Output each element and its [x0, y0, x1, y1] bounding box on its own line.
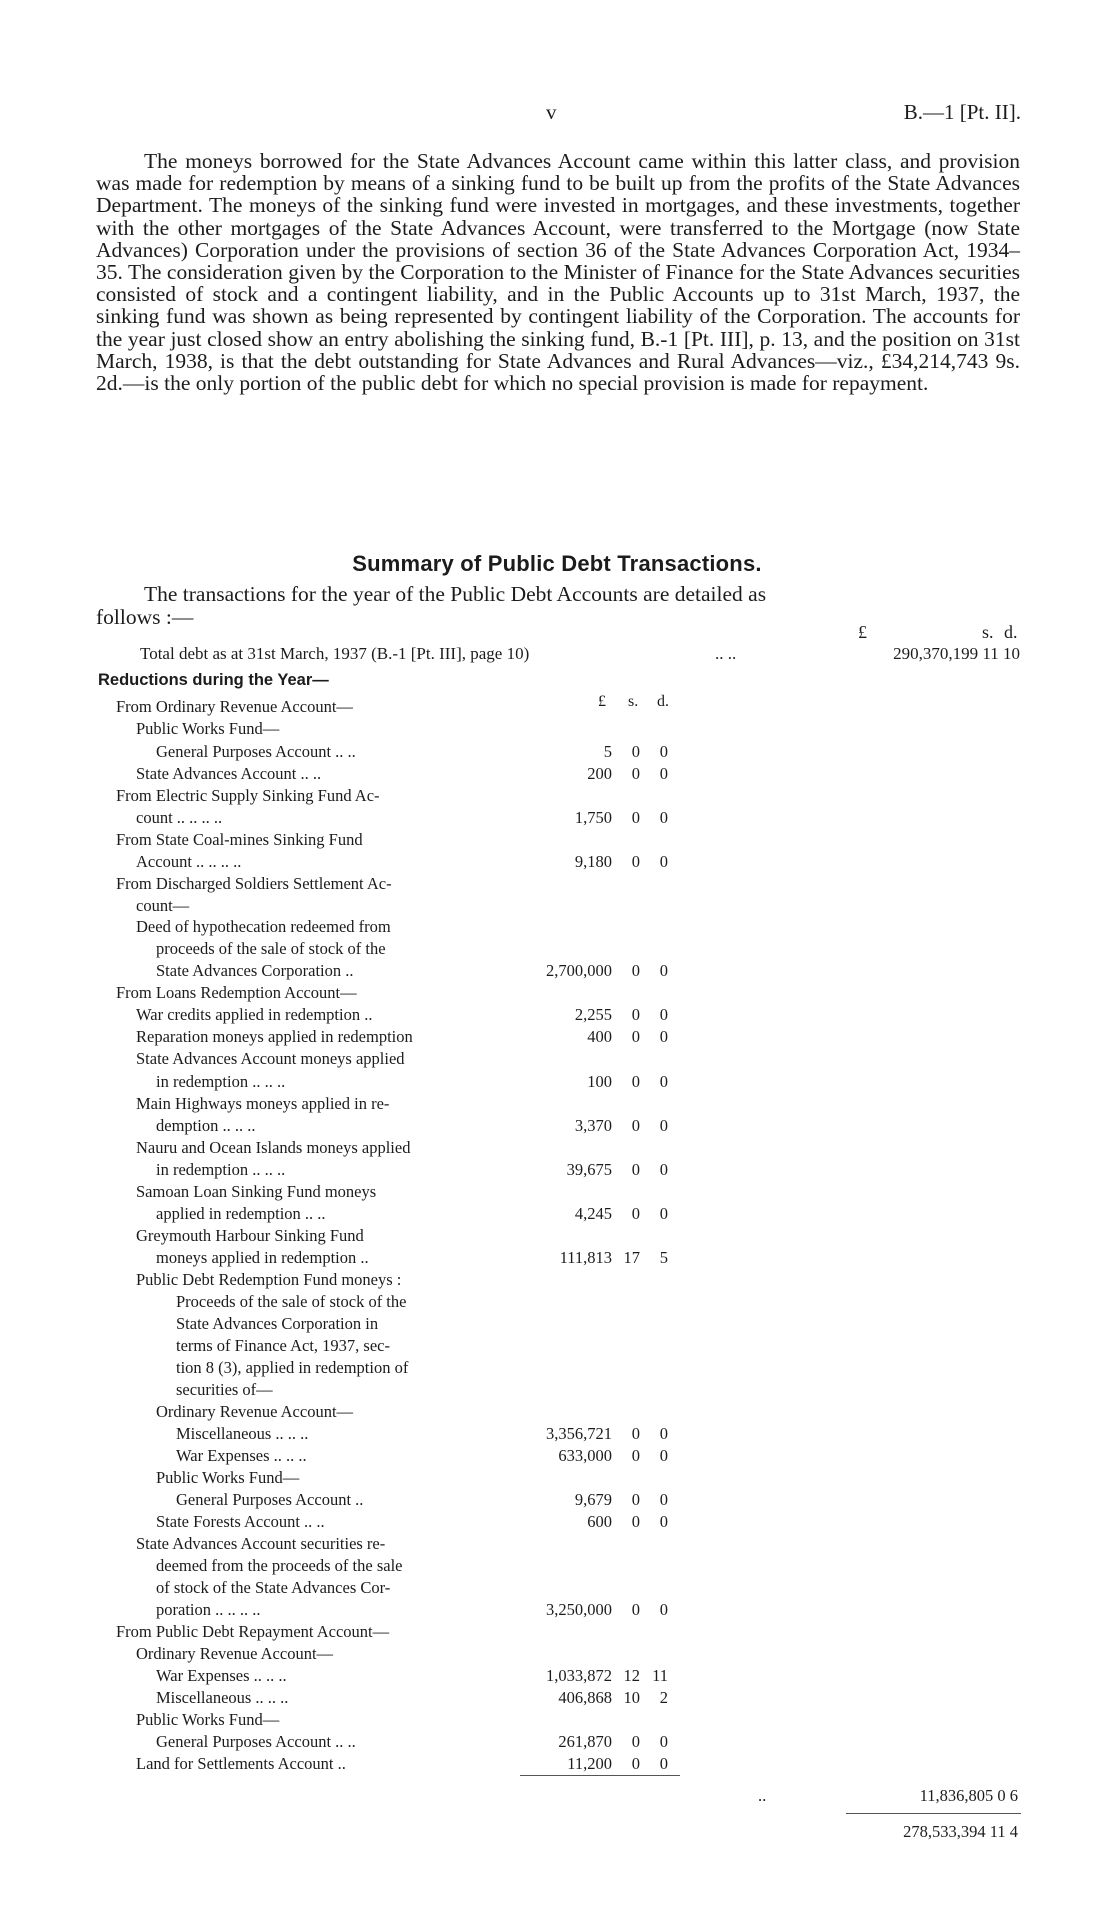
total-debt-label: Total debt as at 31st March, 1937 (B.-1 [Pt. III], page 10) [140, 644, 530, 663]
table-row-pounds: 3,356,721 [546, 1424, 612, 1443]
table-row-label: Public Debt Redemption Fund moneys : [136, 1270, 402, 1289]
table-row-label: count— [136, 896, 190, 915]
table-row-label: Public Works Fund— [136, 1710, 280, 1729]
right-col-shilling-header: s. [982, 622, 994, 642]
table-row-label: Miscellaneous .. .. .. [156, 1688, 289, 1707]
table-row-pence: 0 [659, 1160, 668, 1179]
table-row-pounds: 406,868 [558, 1688, 612, 1707]
transactions-intro-text: The transactions for the year of the Public Debt Accounts are detailed as [144, 582, 767, 606]
table-row-label: General Purposes Account .. [176, 1490, 364, 1509]
table-row-shillings: 0 [631, 1754, 640, 1773]
table-row-shillings: 0 [631, 1116, 640, 1135]
table-row-label: From Public Debt Repayment Account— [116, 1622, 390, 1641]
table-row-label: poration .. .. .. .. [156, 1600, 261, 1619]
table-row-pounds: 39,675 [566, 1160, 612, 1179]
table-row-pounds: 11,200 [567, 1754, 612, 1773]
table-row-shillings: 0 [631, 1005, 640, 1024]
table-row-pence: 0 [659, 1600, 668, 1619]
table-row-shillings: 0 [631, 1072, 640, 1091]
table-row-shillings: 12 [623, 1666, 640, 1685]
table-row-pence: 0 [659, 1754, 668, 1773]
table-row-pence: 0 [659, 1446, 668, 1465]
table-row-pence: 5 [659, 1248, 668, 1267]
reductions-total-amount: 11,836,805 0 6 [919, 1786, 1018, 1805]
mid-col-shilling-header: s. [628, 693, 639, 710]
table-row-shillings: 0 [631, 1732, 640, 1751]
table-row-pounds: 5 [603, 742, 612, 761]
table-row-label: State Advances Corporation .. [156, 961, 354, 980]
table-row-pence: 0 [659, 1116, 668, 1135]
table-row-pounds: 2,700,000 [546, 961, 612, 980]
intro-paragraph: The moneys borrowed for the State Advances Account came within this latter class, and provision was made for redemption by means of a sinking fund to be built up from the profits of the State Advances Department. The moneys of the sinking fund were invested in mortgages, and these investments, together with the other mortgages of the State Advances Account, were transferred to the Mortgage (now State Advances) Corporation under the provisions of section 36 of the State Advances Corporation Act, 1934–35. The consideration given by the Corporation to the Minister of Finance for the State Advances securities consisted of stock and a contingent liability, and in the Public Accounts up to 31st March, 1937, the sinking fund was shown as being represented by contingent liability of the Corporation. The accounts for the year just closed show an entry abolishing the sinking fund, B.-1 [Pt. III], p. 13, and the position on 31st March, 1938, is that the debt outstanding for State Advances and Rural Advances—viz., £34,214,743 9s. 2d.—is the only portion of the public debt for which no special provision is made for repayment. [96, 149, 1020, 396]
table-row-label: terms of Finance Act, 1937, sec- [176, 1336, 390, 1355]
table-row-label: State Advances Account .. .. [136, 764, 322, 783]
table-row-pounds: 633,000 [558, 1446, 612, 1465]
table-row-pounds: 9,180 [574, 852, 612, 871]
table-row-label: in redemption .. .. .. [156, 1072, 286, 1091]
table-row-pence: 0 [659, 1072, 668, 1091]
table-row-label: From Discharged Soldiers Settlement Ac- [116, 874, 392, 893]
right-col-pence-header: d. [1004, 622, 1018, 642]
table-row-label: General Purposes Account .. .. [156, 742, 356, 761]
table-row-pence: 0 [659, 764, 668, 783]
table-row-label: moneys applied in redemption .. [156, 1248, 369, 1267]
table-row-shillings: 0 [631, 852, 640, 871]
table-row-shillings: 0 [631, 1424, 640, 1443]
table-row-shillings: 0 [631, 1027, 640, 1046]
table-row-label: Deed of hypothecation redeemed from [136, 917, 391, 936]
table-row-shillings: 0 [631, 808, 640, 827]
table-row-pence: 2 [659, 1688, 668, 1707]
right-col-pound-header: £ [858, 622, 867, 642]
table-row-shillings: 0 [631, 1204, 640, 1223]
table-row-label: Ordinary Revenue Account— [136, 1644, 334, 1663]
final-total-rule [846, 1813, 1021, 1814]
table-row-label: proceeds of the sale of stock of the [156, 939, 386, 958]
table-row-label: State Forests Account .. .. [156, 1512, 325, 1531]
table-row-pounds: 1,750 [574, 808, 612, 827]
table-row-pence: 0 [659, 961, 668, 980]
table-row-shillings: 0 [631, 961, 640, 980]
table-row-label: From State Coal-mines Sinking Fund [116, 830, 363, 849]
table-row-label: Public Works Fund— [136, 719, 280, 738]
intro-section [96, 150, 1020, 394]
table-row-label: State Advances Account securities re- [136, 1534, 386, 1553]
final-total-amount: 278,533,394 11 4 [903, 1822, 1018, 1841]
table-row-label: securities of— [176, 1380, 273, 1399]
table-row-pence: 0 [659, 852, 668, 871]
table-row-label: Miscellaneous .. .. .. [176, 1424, 309, 1443]
reductions-total-leaders: .. [758, 1786, 767, 1805]
total-debt-amount: 290,370,199 11 10 [893, 644, 1020, 663]
table-row-label: demption .. .. .. [156, 1116, 256, 1135]
table-row-pounds: 1,033,872 [546, 1666, 612, 1685]
table-row-label: count .. .. .. .. [136, 808, 223, 827]
table-row-pence: 0 [659, 742, 668, 761]
section-heading: Summary of Public Debt Transactions. [352, 551, 762, 576]
table-row-pounds: 3,250,000 [546, 1600, 612, 1619]
table-row-label: Nauru and Ocean Islands moneys applied [136, 1138, 411, 1157]
table-row-label: tion 8 (3), applied in redemption of [176, 1358, 409, 1377]
transactions-intro-end: follows :— [96, 604, 194, 629]
table-row-pence: 0 [659, 1005, 668, 1024]
table-row-pounds: 4,245 [574, 1204, 612, 1223]
table-row-pounds: 2,255 [574, 1005, 612, 1024]
table-row-label: applied in redemption .. .. [156, 1204, 326, 1223]
table-row-pounds: 400 [587, 1027, 612, 1046]
total-debt-leaders: .. .. [715, 644, 737, 663]
table-row-pence: 0 [659, 808, 668, 827]
table-row-shillings: 17 [623, 1248, 640, 1267]
table-row-pence: 0 [659, 1204, 668, 1223]
table-row-label: Account .. .. .. .. [136, 852, 242, 871]
reductions-heading: Reductions during the Year— [98, 671, 329, 689]
transactions-intro [96, 583, 1020, 628]
table-row-label: deemed from the proceeds of the sale [156, 1556, 403, 1575]
table-row-label: Public Works Fund— [156, 1468, 300, 1487]
table-row-label: Reparation moneys applied in redemption [136, 1027, 413, 1046]
table-row-label: Greymouth Harbour Sinking Fund [136, 1226, 364, 1245]
table-row-pounds: 9,679 [574, 1490, 612, 1509]
table-row-pounds: 111,813 [559, 1248, 612, 1267]
table-row-label: in redemption .. .. .. [156, 1160, 286, 1179]
table-row-shillings: 0 [631, 742, 640, 761]
mid-col-pence-header: d. [657, 693, 669, 710]
table-row-shillings: 10 [623, 1688, 640, 1707]
table-row-pence: 11 [652, 1666, 668, 1685]
table-row-pounds: 3,370 [574, 1116, 612, 1135]
table-row-pounds: 600 [587, 1512, 612, 1531]
page-numeral: v [546, 100, 557, 124]
subtotal-rule [520, 1775, 680, 1776]
table-row-pounds: 200 [587, 764, 612, 783]
table-row-label: War credits applied in redemption .. [136, 1005, 373, 1024]
mid-col-pound-header: £ [598, 693, 606, 710]
document-reference: B.—1 [Pt. II]. [903, 100, 1021, 124]
table-row-label: War Expenses .. .. .. [156, 1666, 287, 1685]
table-row-label: State Advances Account moneys applied [136, 1049, 405, 1068]
table-row-label: Ordinary Revenue Account— [156, 1402, 354, 1421]
table-row-pence: 0 [659, 1424, 668, 1443]
table-row-pence: 0 [659, 1512, 668, 1531]
table-row-shillings: 0 [631, 1600, 640, 1619]
table-row-shillings: 0 [631, 1160, 640, 1179]
table-row-label: Land for Settlements Account .. [136, 1754, 346, 1773]
table-row-label: From Loans Redemption Account— [116, 983, 357, 1002]
table-row-shillings: 0 [631, 1446, 640, 1465]
table-row-label: General Purposes Account .. .. [156, 1732, 356, 1751]
table-row-label: Samoan Loan Sinking Fund moneys [136, 1182, 377, 1201]
table-row-label: State Advances Corporation in [176, 1314, 379, 1333]
table-row-pence: 0 [659, 1027, 668, 1046]
table-row-shillings: 0 [631, 764, 640, 783]
table-row-shillings: 0 [631, 1512, 640, 1531]
table-row-pounds: 261,870 [558, 1732, 612, 1751]
table-row-label: From Electric Supply Sinking Fund Ac- [116, 786, 380, 805]
table-row-pence: 0 [659, 1732, 668, 1751]
table-row-label: Proceeds of the sale of stock of the [176, 1292, 407, 1311]
table-row-pounds: 100 [587, 1072, 612, 1091]
table-row-pence: 0 [659, 1490, 668, 1509]
table-row-label: Main Highways moneys applied in re- [136, 1094, 390, 1113]
table-row-label: War Expenses .. .. .. [176, 1446, 307, 1465]
table-row-label: From Ordinary Revenue Account— [116, 697, 353, 716]
table-row-label: of stock of the State Advances Cor- [156, 1578, 391, 1597]
table-row-shillings: 0 [631, 1490, 640, 1509]
